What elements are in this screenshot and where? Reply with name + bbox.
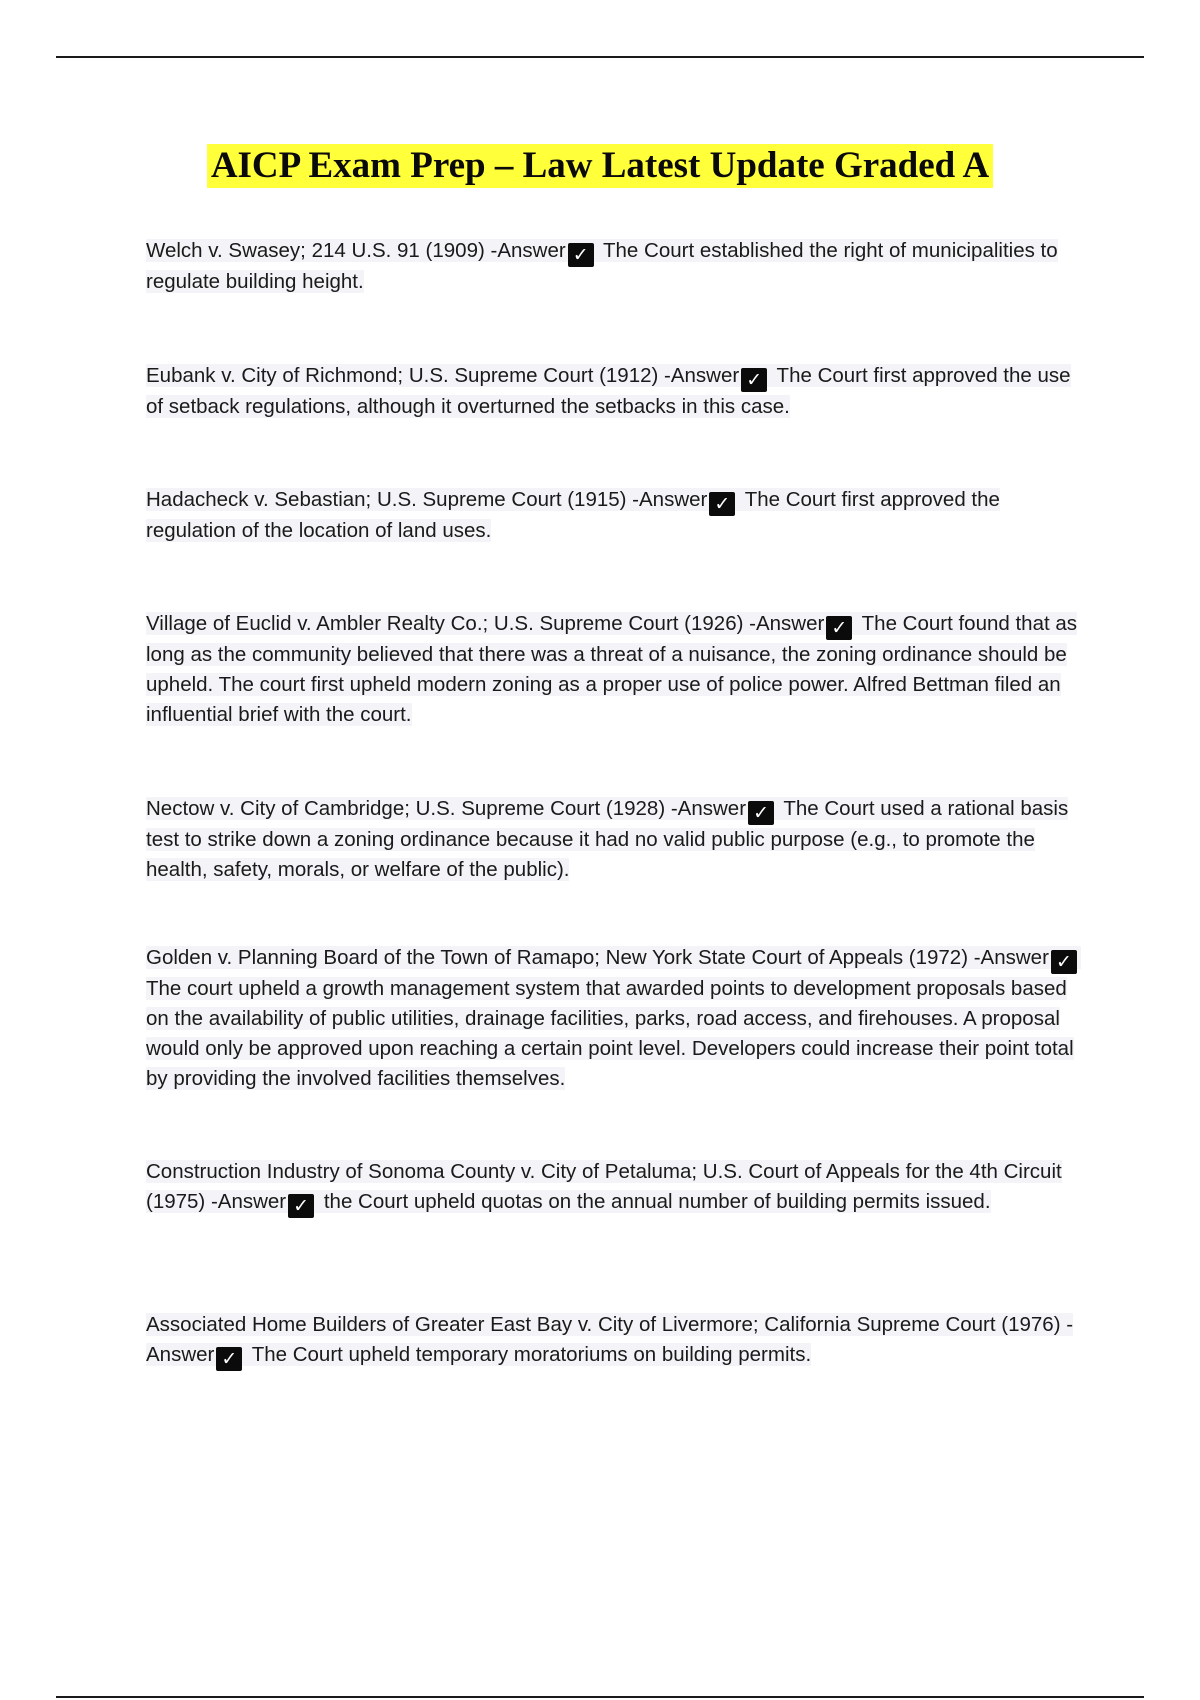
check-icon: ✓ bbox=[568, 243, 594, 267]
qa-entry-welch bbox=[146, 236, 1086, 297]
qa-entry-nectow bbox=[146, 794, 1086, 885]
answer-text: The Court found that as long as the community believed that there was a threat of a nuisance, the zoning ordinance should be upheld. The court first upheld modern zoning as a proper use of police power. Alfred Bettman filed an influential brief with the court. bbox=[146, 612, 1078, 726]
check-icon: ✓ bbox=[288, 1194, 314, 1218]
answer-text: The Court first approved the regulation of the location of land uses. bbox=[146, 488, 1000, 542]
title-block bbox=[0, 144, 1200, 188]
header-rule bbox=[56, 56, 1144, 58]
answer-text: The court upheld a growth management system that awarded points to development proposals based on the availability of public utilities, drainage facilities, parks, road access, and firehouses. A proposal would only be approved upon reaching a certain point level. Developers could increase their point total by providing the involved facilities themselves. bbox=[146, 977, 1074, 1090]
question-text: Golden v. Planning Board of the Town of Ramapo; New York State Court of Appeals (1972) -Answer bbox=[146, 946, 1049, 969]
answer-text: The Court used a rational basis test to strike down a zoning ordinance because it had no valid public purpose (e.g., to promote the health, safety, morals, or welfare of the public). bbox=[146, 797, 1069, 881]
qa-entry-petaluma bbox=[146, 1157, 1086, 1218]
footer-rule bbox=[56, 1696, 1144, 1698]
question-text: Eubank v. City of Richmond; U.S. Supreme Court (1912) -Answer bbox=[146, 364, 740, 387]
qa-entry-livermore bbox=[146, 1310, 1086, 1371]
page-title: AICP Exam Prep – Law Latest Update Graded A bbox=[207, 144, 993, 188]
question-text: Welch v. Swasey; 214 U.S. 91 (1909) -Answer bbox=[146, 239, 566, 262]
question-text: Hadacheck v. Sebastian; U.S. Supreme Court (1915) -Answer bbox=[146, 488, 708, 511]
qa-entry-eubank bbox=[146, 361, 1086, 422]
qa-entry-golden bbox=[146, 943, 1086, 1094]
check-icon: ✓ bbox=[748, 801, 774, 825]
check-icon: ✓ bbox=[826, 616, 852, 640]
question-text: Construction Industry of Sonoma County v. City of Petaluma; U.S. Court of Appeals for the 4th Circuit (1975) -Answer bbox=[146, 1160, 1062, 1213]
answer-text: The Court first approved the use of setback regulations, although it overturned the setbacks in this case. bbox=[146, 364, 1071, 418]
check-icon: ✓ bbox=[709, 492, 735, 516]
qa-entry-hadacheck bbox=[146, 485, 1086, 546]
question-text: Nectow v. City of Cambridge; U.S. Supreme Court (1928) -Answer bbox=[146, 797, 747, 820]
answer-text: the Court upheld quotas on the annual number of building permits issued. bbox=[323, 1190, 991, 1213]
answer-text: The Court upheld temporary moratoriums on building permits. bbox=[251, 1343, 812, 1366]
question-text: Village of Euclid v. Ambler Realty Co.; U.S. Supreme Court (1926) -Answer bbox=[146, 612, 825, 635]
check-icon: ✓ bbox=[1051, 950, 1077, 974]
question-text: Associated Home Builders of Greater East Bay v. City of Livermore; California Supreme Court (1976) -Answer bbox=[146, 1313, 1074, 1366]
answer-text: The Court established the right of municipalities to regulate building height. bbox=[146, 239, 1058, 293]
check-icon: ✓ bbox=[216, 1347, 242, 1371]
check-icon: ✓ bbox=[741, 368, 767, 392]
qa-entry-euclid bbox=[146, 609, 1086, 730]
